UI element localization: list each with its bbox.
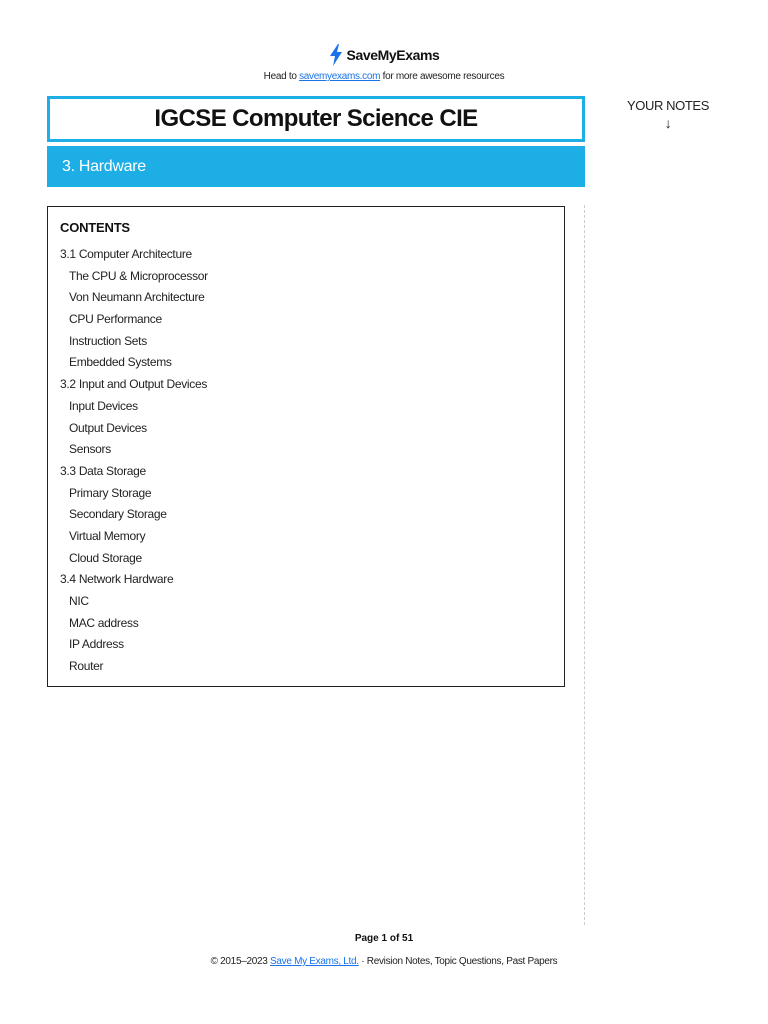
brand-logo[interactable] — [329, 44, 440, 66]
your-notes-label — [610, 98, 726, 131]
toc-item[interactable]: MAC address — [69, 615, 139, 630]
toc-section-item[interactable]: 3.1 Computer Architecture — [60, 247, 192, 261]
your-notes-text: YOUR NOTES — [627, 98, 709, 113]
tagline-prefix: Head to — [263, 71, 300, 82]
toc-item[interactable]: Sensors — [69, 442, 111, 457]
contents-list — [60, 244, 564, 678]
toc-item[interactable]: CPU Performance — [69, 312, 162, 327]
lightning-bolt-icon — [329, 44, 343, 66]
notes-divider — [584, 205, 585, 925]
toc-section-item[interactable]: 3.3 Data Storage — [60, 463, 146, 478]
toc-item[interactable]: NIC — [69, 594, 89, 608]
toc-item[interactable]: Secondary Storage — [69, 507, 167, 522]
toc-item[interactable]: Von Neumann Architecture — [69, 290, 205, 305]
toc-section-item[interactable]: 3.4 Network Hardware — [60, 572, 174, 587]
document-title: IGCSE Computer Science CIE — [47, 96, 585, 142]
toc-item[interactable]: Router — [69, 659, 104, 674]
copyright-prefix: © 2015–2023 — [210, 956, 270, 967]
tagline-link[interactable]: savemyexams.com — [299, 71, 381, 82]
tagline — [0, 71, 768, 82]
toc-item[interactable]: Embedded Systems — [69, 355, 172, 370]
toc-item[interactable]: The CPU & Microprocessor — [69, 268, 208, 283]
toc-item[interactable]: Input Devices — [69, 398, 138, 413]
contents-heading: CONTENTS — [60, 220, 130, 235]
contents-box — [47, 206, 565, 687]
toc-item[interactable]: Output Devices — [69, 420, 147, 435]
copyright-link[interactable]: Save My Exams, Ltd. — [270, 956, 359, 967]
arrow-down-icon: ↓ — [664, 115, 672, 131]
toc-item[interactable]: Cloud Storage — [69, 550, 142, 565]
toc-item[interactable]: Instruction Sets — [69, 333, 147, 348]
page-number: Page 1 of 51 — [354, 933, 414, 944]
brand-header — [0, 44, 768, 71]
copyright-suffix: · Revision Notes, Topic Questions, Past Papers — [358, 956, 558, 967]
toc-item[interactable]: Virtual Memory — [69, 528, 146, 543]
toc-item[interactable]: IP Address — [69, 637, 124, 652]
section-header: 3. Hardware — [47, 146, 585, 187]
footer-copyright — [0, 956, 768, 967]
brand-name: SaveMyExams — [346, 47, 440, 63]
toc-section-item[interactable]: 3.2 Input and Output Devices — [60, 377, 208, 392]
toc-item[interactable]: Primary Storage — [69, 485, 152, 500]
tagline-suffix: for more awesome resources — [380, 71, 505, 82]
